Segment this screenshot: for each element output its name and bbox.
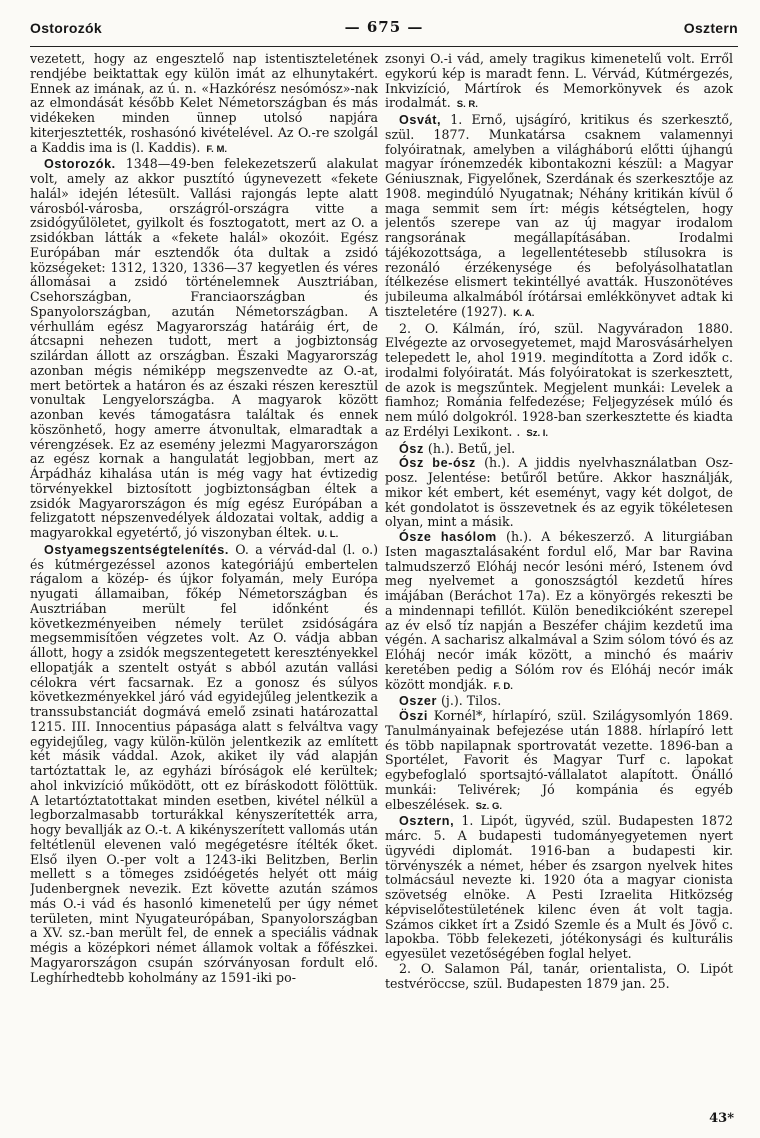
entry-continuation <box>385 52 733 113</box>
left-column <box>30 52 378 1102</box>
running-header <box>30 18 738 47</box>
lexicon-entry <box>385 709 733 814</box>
entry-text: zsonyi O.-i vád, amely tragikus kimenetelű volt. Erről egykorú kép is maradt fenn. L. Vérvád, Kútmérgezés, Inkvizíció, Mártírok és Memorkönyvek és azok irodalmát. <box>385 52 733 111</box>
page-number: — 675 — <box>344 18 424 36</box>
entry-text: Kornél*, hírlapíró, szül. Szilágysomlyón 1869. Tanulmányainak befejezése után 1888. hírlapíró lett és több napilapnak sportrovatát vezette. 1896-ban a Sportélet, Favorit és Magyar Turf c. lapokat egybefoglaló sportsajtó-vállalatot alapított. Önálló munkái: Telivérek; Jó kompánia és egyéb elbeszélések. <box>385 708 733 812</box>
entry-headword: Ósze hasólom <box>399 530 497 544</box>
entry-headword: Ósz <box>399 441 424 456</box>
signature-mark: 43* <box>709 1111 734 1126</box>
entry-text: (h.). A békeszerző. A liturgiában Isten magasztalásaként fordul elő, Mar bar Ravina talmudszerző Elóháj necór lesóni méró, Istenem óvd meg nyelvemet a gonoszságtól kezdetű híres imájában (Beráchot 17a). Ez a könyörgés rekeszti be a mindennapi tefillót. Külön benedikcióként szerepel az év első tíz napján a Beszéfer chájim kezdetű ima végén. A sacharisz alkalmával a Szim sólom tóvó és az Elóháj necór imák között, a minchó és maáriv keretében pedig a Sólóm rov és Elóháj necór imák között mondják. <box>385 529 733 692</box>
right-column <box>385 52 733 1102</box>
lexicon-entry <box>385 322 733 442</box>
author-signature: K. A. <box>513 307 535 319</box>
lexicon-entry <box>385 442 733 457</box>
entry-headword: Ósz be-ósz <box>399 456 476 471</box>
entry-text: (h.). Betű, jel. <box>423 440 516 456</box>
author-signature: S. R. <box>456 99 478 111</box>
lexicon-entry <box>385 962 733 992</box>
lexicon-entry <box>385 456 733 530</box>
header-right-keyword: Osztern <box>683 20 738 36</box>
author-signature: Sz. G. <box>475 800 502 812</box>
entry-text: O. a vérvád-dal (l. o.) és kútmérgezéssel azonos kategóriájú embertelen rágalom a közép- és újkor folyamán, mely Európa nyugati államaiban, főkép Németországban és Ausztriában merült fel időnként és következményeiben némely terület zsidóságára megsemmisítően végzetes volt. Az O. vádja abban állott, hogy a zsidók megszentegetett keresztényekkel ellopatják a szentelt ostyát s abból azután vallási célokra vért facsarnak. Ez a gonosz és súlyos következményekkel járó vád egyidejűleg jelentkezik a transsubstanciát dogmává emelő zsinati határozattal 1215. III. Innocentius pápasága alatt s felváltva vagy egyidejűleg, vagy külön-külön jelentkezik az említett két másik váddal. Azok, akiket ily vád alapján tartóztattak le, az egyházi bíróságok elé kerültek; ahol inkvizíció működött, ott ez bíráskodott fölöttük. A letartóztatottakat minden esetben, kivétel nélkül a legborzalmasabb torturákkal kényszerítették arra, hogy bevallják az O.-t. A kikényszerített vallomás után feltétlenül elevenen való megégetésre ítélték őket. Első ilyen O.-per volt a 1243-iki Belitzben, Berlin mellett s a tömeges zsidóégetés helyét ott máig Judenbergnek nevezik. Ezt követte azután számos más O.-i vád és hasonló kimenetelű per úgy német területen, mint Nyugateurópában, Spanyolországban a XV. sz.-ban merült fel, de ennek a speciális vádnak mégis a középkori német államok voltak a főfészkei. Magyarországon csupán szórványosan fordult elő. Leghírhedtebb koholmány az 1591-iki po- <box>30 541 378 985</box>
entry-text: 2. O. Salamon Pál, tanár, orientalista, O. Lipót testvéröccse, szül. Budapesten 1879 jan. 25. <box>385 960 733 991</box>
entry-headword: Oszer <box>399 694 438 709</box>
entry-headword: Osztern, <box>399 814 455 829</box>
entry-headword: Ostyamegszentségtelenítés. <box>44 542 229 557</box>
author-signature: Sz. I. <box>526 427 549 439</box>
author-signature: U. L. <box>317 529 339 540</box>
entry-text: vezetett, hogy az engesztelő nap istentiszteletének rendjébe beiktattak egy külön imát az elhunytakért. Ennek az imának, az ú. n. «Hazkórész nesómósz»-nak az elmondását később Kelet Németországban és más vidékeken minden ünnep utolsó napjára kiterjesztették, roshasónó kivételével. Az O.-re szolgál a Kaddis ima is (l. Kaddis). <box>30 52 378 155</box>
lexicon-entry <box>385 530 733 694</box>
lexicon-entry <box>385 814 733 962</box>
entry-text: 1348—49-ben felekezetszerű alakulat volt, amely az akkor pusztító úgynevezett «fekete halál» idején létesült. Vallási rajongás lepte alatt városból-városba, országról-országra vitte a zsidógyűlöletet, gyilkolt és fosztogatott, mert az O. a zsidókban látták a «fekete halál» okozóit. Egész Európában már esztendők óta dultak a zsidó községeket: 1312, 1320, 1336—37 kegyetlen és véres állomásai a zsidó történelemnek Ausztriában, Csehországban, Franciaországban és Spanyolországban, azután Németországban. A vérhullám egész Magyarország határáig ért, de átcsapni nehezen tudott, mert a jogbiztonság szilárdan állott az országban. Északi Magyarország azonban mégis némiképp megszenvedte az O.-at, mert betörtek a határon és az északi részen keresztül vonultak Lengyelországba. A magyarok között azonban kevés támogatásra találtak és ennek köszönhető, hogy amerre átvonultak, elmaradtak a vérengzések. Ez az esemény jelezmi Magyarországon az egész kornak a hangulatát legjobban, mert az Árpádház kihalása után is még vagy hat évtizedig törvényekkel biztosított jogbiztonságban éltek a zsidók Magyarországon és míg egész Európában a felizgatott népszenvedélyek áldozatai voltak, addig a magyarokkal egyetértő, jó viszonyban éltek. <box>30 156 378 540</box>
entry-continuation <box>30 52 378 157</box>
entry-headword: Osvát, <box>399 113 442 127</box>
lexicon-entry <box>30 543 378 986</box>
entry-text: 2. O. Kálmán, író, szül. Nagyváradon 1880. Elvégezte az orvosegyetemet, majd Marosvásárhelyen telepedett le, ahol 1919. megindította a Zord idők c. irodalmi folyóiratát. Más folyóiratokat is szerkesztett, de azok is megszűntek. Megjelent munkái: Levelek a fiamhoz; Románia felfedezése; Feljegyzések múló és nem múló dolgokról. 1928-ban szerkesztette és kiadta az Erdélyi Lexikont. . <box>385 320 733 439</box>
header-left-keyword: Ostorozók <box>30 20 102 36</box>
entry-text: 1. Lipót, ügyvéd, szül. Budapesten 1872 márc. 5. A budapesti tudományegyetemen nyert ügyvédi diplomát. 1916-ban a budapesti kir. törvényszék a német, héber és zsargon nyelvek hites tolmácsául nevezte ki. 1920 óta a magyar cionista szövetség elnöke. A Pesti Izraelita Hitközség képviselőtestületének kilenc éven át volt tagja. Számos cikket írt a Zsidó Szemle és a Mult és Jövő c. lapokba. Több felekezeti, jótékonysági és kulturális egyesület vezetőségében foglal helyet. <box>385 813 733 961</box>
entry-text: 1. Ernő, ujságíró, kritikus és szerkesztő, szül. 1877. Munkatársa csaknem valamennyi folyóiratnak, amelyben a világháború előtti újhangú magyar írónemzedék kibontakozni készül: a Magyar Géniusznak, Figyelőnek, Szerdának és szerkesztője az 1908. megindúló Nyugatnak; Néhány kritikán kívül ő maga semmit sem írt: mégis kétségtelen, hogy jelentős szerepe van az új magyar irodalom rangsorának megállapításában. Irodalmi tájékozottsága, a legellentétesebb stílusokra is rezonáló érzékenysége és befolyásolhatatlan ítélkezése elismert tekintéllyé avatták. Huszonötéves jubileuma alkalmából írótársai emlékkönyvet adtak ki tiszteletére (1927). <box>385 112 733 319</box>
lexicon-entry <box>385 113 733 322</box>
entry-text: (j.). Tilos. <box>437 693 502 709</box>
author-signature: F. M. <box>206 143 228 155</box>
entry-headword: Ostorozók. <box>44 157 116 172</box>
lexicon-entry <box>30 157 378 543</box>
entry-text: (h.). A jiddis nyelvhasználatban Osz-posz. Jelentése: betűről betűre. Akkor használják, mikor két embert, két eseményt, vagy két dolgot, de két gondolatot is összevetnek és az egyik tökéletesen olyan, mint a másik. <box>385 455 733 530</box>
lexicon-entry <box>385 694 733 709</box>
author-signature: F. D. <box>493 680 513 692</box>
entry-headword: Öszi <box>399 709 428 723</box>
